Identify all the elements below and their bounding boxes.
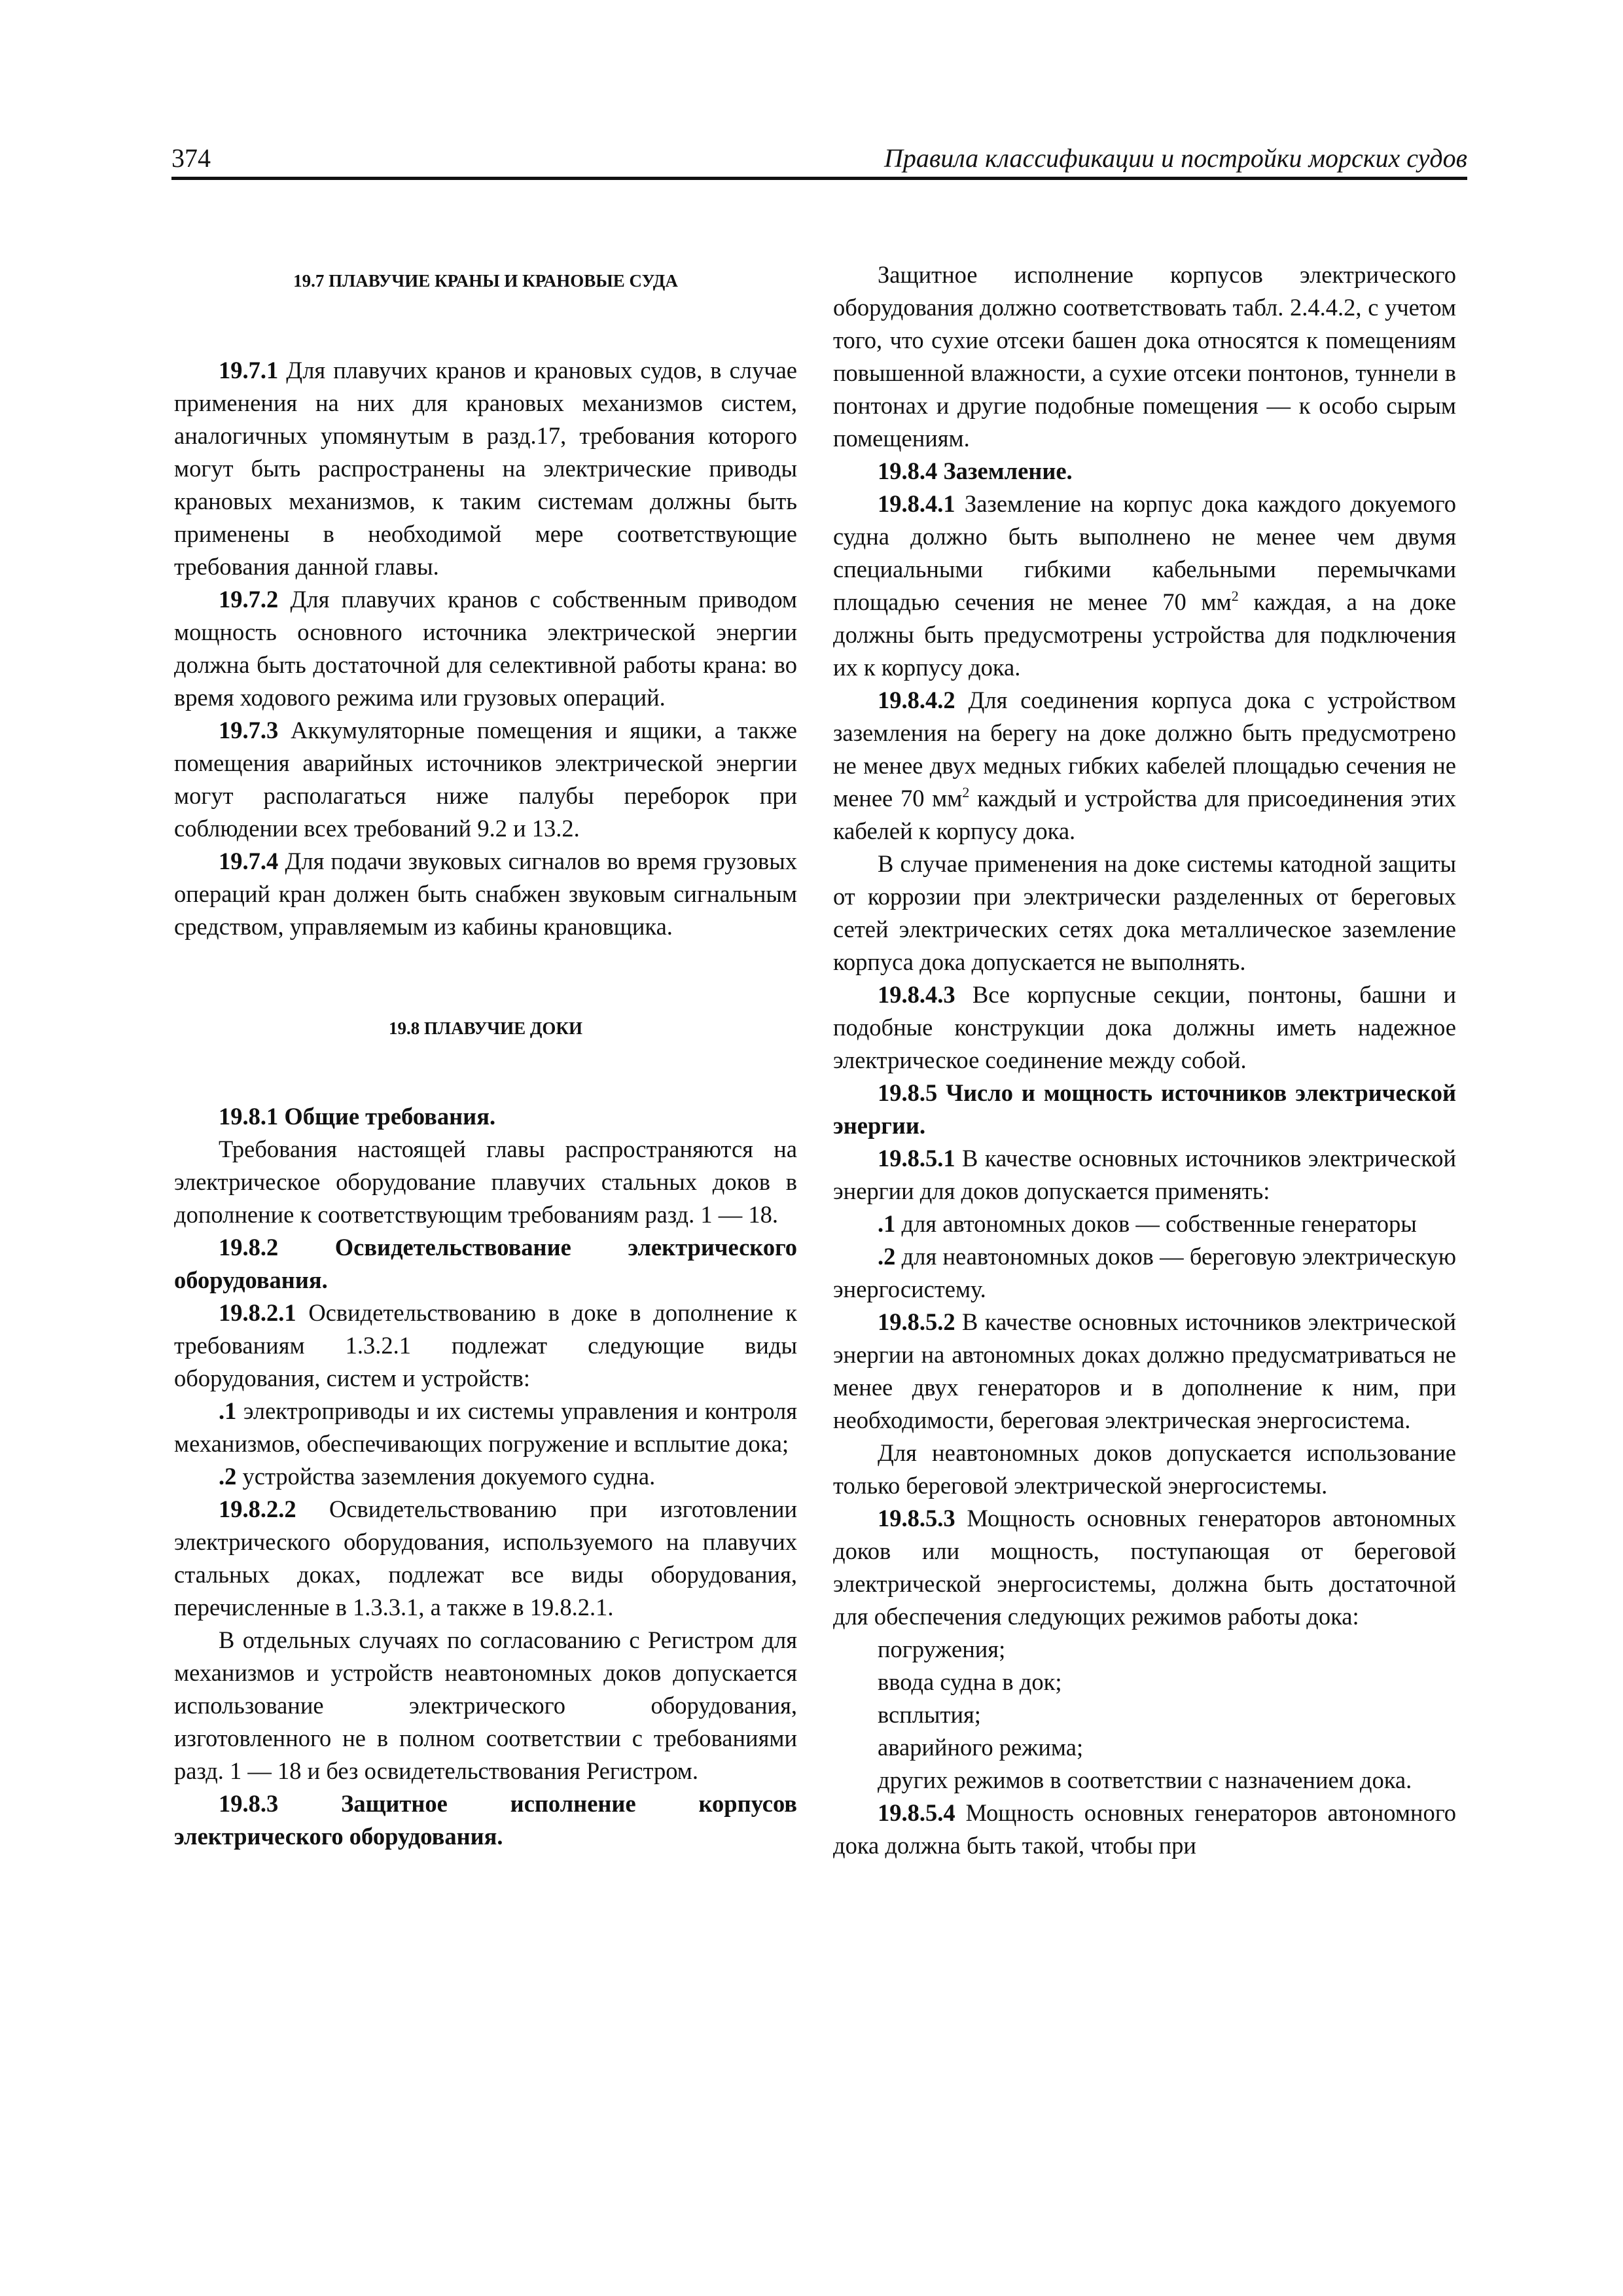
heading-19-8-3: 19.8.3 Защитное исполнение корпусов электрического оборудования.: [174, 1790, 797, 1850]
paragraph-cathodic-protection: В случае применения на доке системы катодной защиты от коррозии при электрически разделенных от береговых сетей электрических сетях дока металлическое заземление корпуса дока допускается не выполнять.: [833, 850, 1456, 975]
paragraph-19-7-2: 19.7.2 Для плавучих кранов с собственным приводом мощность основного источника электрической энергии должна быть достаточной для селективной работы крана: во время ходового режима или грузовых операций.: [174, 586, 797, 711]
list-item-2: .2 устройства заземления докуемого судна.: [219, 1463, 656, 1490]
header-rule: [171, 177, 1467, 180]
page-header: [171, 143, 1467, 178]
heading-19-8-1: 19.8.1 Общие требования.: [219, 1103, 496, 1130]
paragraph-19-8-2-2: 19.8.2.2 Освидетельствованию при изготовлении электрического оборудования, используемого на плавучих стальных доках, подлежат все виды оборудования, перечисленные в 1.3.3.1, а также в 19.8.2.1.: [174, 1496, 798, 1621]
paragraph-19-8-5-3: 19.8.5.3 Мощность основных генераторов автономных доков или мощность, поступающая от береговой электрической энергосистемы, должна быть достаточной для обеспечения следующих режимов работы дока:: [833, 1505, 1456, 1630]
page-number: 374: [171, 143, 211, 173]
list-item-1: .1 для автономных доков — собственные генераторы: [878, 1210, 1417, 1237]
paragraph-19-8-1: Требования настоящей главы распространяются на электрическое оборудование плавучих стальных доков в дополнение к соответствующим требованиям разд. 1 — 18.: [174, 1136, 797, 1228]
paragraph-19-8-5-2: 19.8.5.2 В качестве основных источников электрической энергии на автономных доках должно предусматриваться не менее двух генераторов и в дополнение к ним, при необходимости, береговая электрическая энергосистема.: [833, 1308, 1456, 1433]
mode-item: всплытия;: [878, 1701, 981, 1728]
paragraph-19-7-3: 19.7.3 Аккумуляторные помещения и ящики, а также помещения аварийных источников электрической энергии могут располагаться ниже палубы переборок при соблюдении всех требований 9.2 и 13.2.: [174, 717, 798, 842]
list-item-1: .1 электроприводы и их системы управления и контроля механизмов, обеспечивающих погружение и всплытие дока;: [174, 1397, 798, 1457]
section-heading-19-7: 19.7 ПЛАВУЧИЕ КРАНЫ И КРАНОВЫЕ СУДА: [293, 271, 678, 291]
paragraph-protective-design: Защитное исполнение корпусов электрического оборудования должно соответствовать табл. 2.4.4.2, с учетом того, что сухие отсеки башен дока относятся к помещениям повышенной влажности, а сухие отсеки понтонов, туннели в понтонах и другие подобные помещения — к особо сырым помещениям.: [833, 261, 1456, 452]
paragraph-19-8-4-2: 19.8.4.2 Для соединения корпуса дока с устройством заземления на берегу на доке должно быть предусмотрено не менее двух медных гибких кабелей площадью сечения не менее 70 $мм^2$ каждый и устройства для присоединения этих кабелей к корпусу дока.: [833, 687, 1457, 844]
list-item-2: .2 для неавтономных доков — береговую электрическую энергосистему.: [833, 1243, 1456, 1302]
mode-item: ввода судна в док;: [878, 1668, 1062, 1695]
paragraph-non-autonomous: Для неавтономных доков допускается использование только береговой электрической энергосистемы.: [833, 1439, 1456, 1499]
paragraph-19-8-2-1: 19.8.2.1 Освидетельствованию в доке в дополнение к требованиям 1.3.2.1 подлежат следующие виды оборудования, систем и устройств:: [174, 1299, 797, 1391]
mode-item: аварийного режима;: [878, 1734, 1084, 1761]
paragraph-19-7-1: 19.7.1 Для плавучих кранов и крановых судов, в случае применения на них для крановых механизмов систем, аналогичных упомянутым в разд.17, требования которого могут быть распространены на электрические приводы крановых механизмов, к таким системам должны быть применены в необходимой мере соответствующие требования данной главы.: [174, 357, 797, 580]
paragraph-19-7-4: 19.7.4 Для подачи звуковых сигналов во время грузовых операций кран должен быть снабжен звуковым сигнальным средством, управляемым из кабины крановщика.: [174, 848, 797, 940]
paragraph-special-cases: В отдельных случаях по согласованию с Регистром для механизмов и устройств неавтономных доков допускается использование электрического оборудования, изготовленного не в полном соответствии с требованиями разд. 1 — 18 и без освидетельствования Регистром.: [174, 1626, 797, 1784]
right-column: [833, 259, 1456, 1862]
left-column: [174, 259, 797, 1853]
heading-19-8-5: 19.8.5 Число и мощность источников электрической энергии.: [833, 1079, 1456, 1139]
paragraph-19-8-4-3: 19.8.4.3 Все корпусные секции, понтоны, башни и подобные конструкции дока должны иметь надежное электрическое соединение между собой.: [833, 981, 1457, 1073]
paragraph-other-modes: других режимов в соответствии с назначением дока.: [878, 1767, 1412, 1793]
running-title: Правила классификации и постройки морских судов: [883, 143, 1467, 173]
paragraph-19-8-5-4: 19.8.5.4 Мощность основных генераторов автономного дока должна быть такой, чтобы при: [833, 1799, 1457, 1859]
heading-19-8-2: 19.8.2 Освидетельствование электрического оборудования.: [174, 1234, 797, 1293]
paragraph-19-8-5-1: 19.8.5.1 В качестве основных источников электрической энергии для доков допускается применять:: [833, 1145, 1456, 1204]
section-heading-19-8: 19.8 ПЛАВУЧИЕ ДОКИ: [389, 1018, 582, 1038]
heading-19-8-4: 19.8.4 Заземление.: [878, 457, 1073, 484]
mode-item: погружения;: [878, 1636, 1006, 1662]
paragraph-19-8-4-1: 19.8.4.1 Заземление на корпус дока каждого докуемого судна должно быть выполнено не менее чем двумя специальными гибкими кабельными перемычками площадью сечения не менее 70 $мм^2$ каждая, а на доке должны быть предусмотрены устройства для подключения их к корпусу дока.: [833, 490, 1456, 681]
